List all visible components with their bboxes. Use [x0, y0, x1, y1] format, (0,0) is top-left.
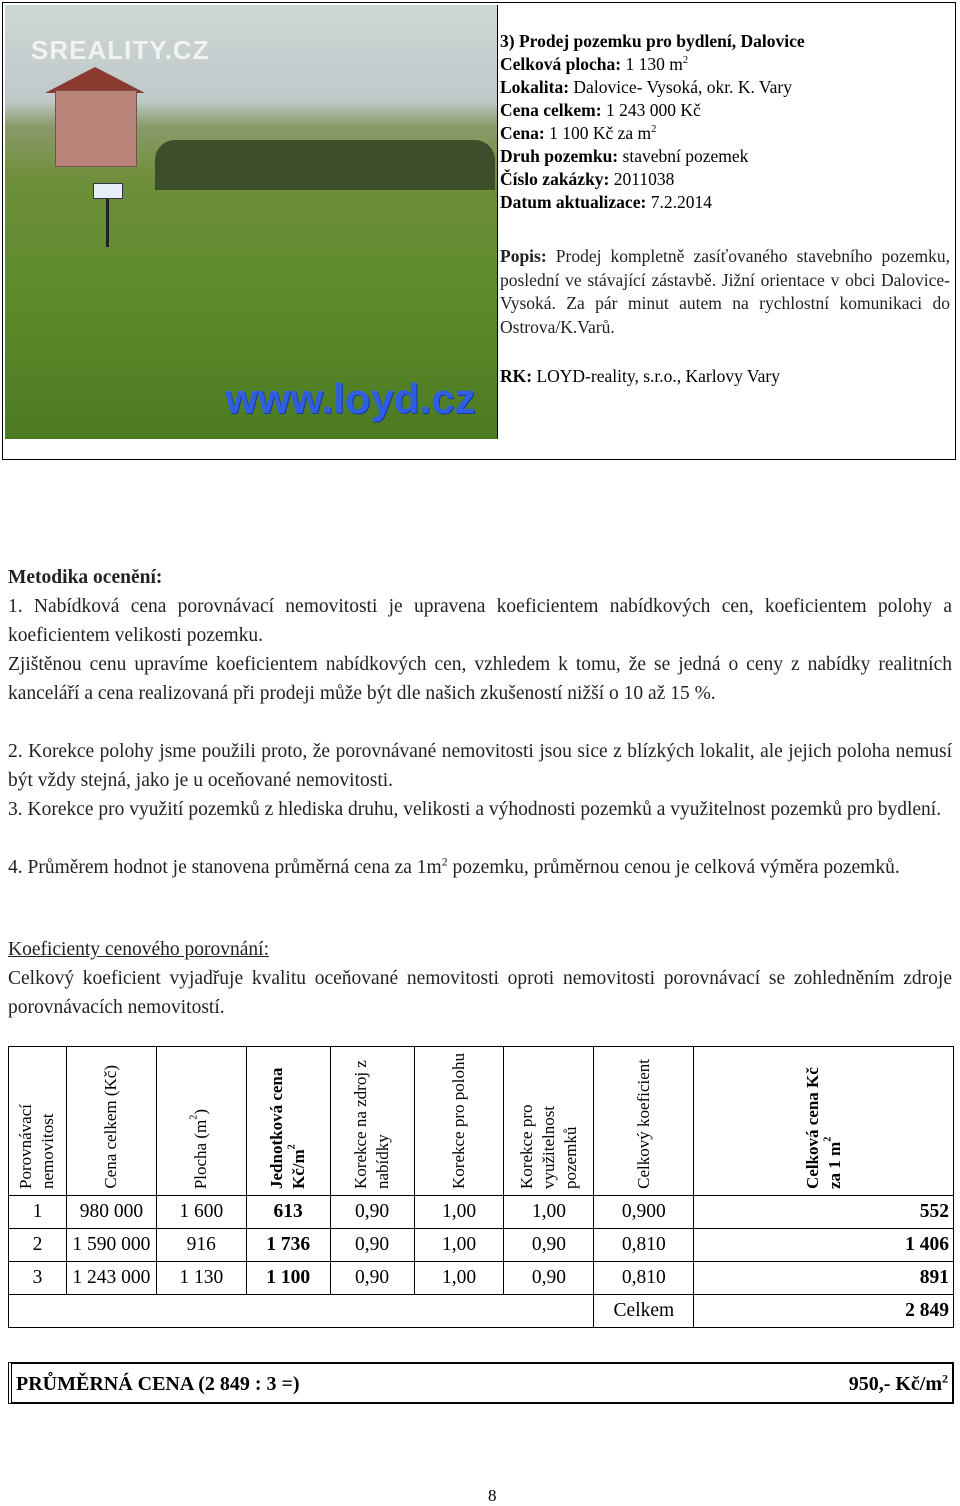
field-label: Lokalita:	[500, 77, 570, 97]
listing-field	[500, 122, 950, 145]
listing-description	[500, 245, 950, 339]
coefficients-text: Celkový koeficient vyjadřuje kvalitu oceňované nemovitosti oproti nemovitosti porovnávací se zohledněním zdroje porovnávacích nemovitostí.	[8, 968, 952, 1018]
methodology-title: Metodika ocenění:	[8, 567, 163, 588]
watermark-logo-bottom: www.loyd.cz	[225, 375, 476, 422]
field-value: 2011038	[613, 169, 675, 189]
table-total-row	[9, 1295, 954, 1328]
listing-field	[500, 168, 950, 191]
field-value: 1 243 000 Kč	[605, 100, 701, 120]
cell-total-price: 1 590 000	[66, 1229, 156, 1262]
cell-total-price: 980 000	[66, 1196, 156, 1229]
desc-text: Prodej kompletně zasíťovaného stavebního pozemku, poslední ve stávající zástavbě. Jižní orientace v obci Dalovice-Vysoká. Za pár minut autem na rychlostní komunikaci do Ostrova/K.Varů.	[500, 246, 951, 337]
average-price-box	[8, 1362, 954, 1404]
methodology-p3: 2. Korekce polohy jsme použili proto, že porovnávané nemovitosti jsou sice z blízkých lokalit, ale jejich poloha nemusí být vždy stejná, jako je u oceňované nemovitosti.	[8, 741, 952, 791]
cell-location-correction: 1,00	[414, 1262, 504, 1295]
header-cell	[414, 1047, 504, 1196]
p5-part-b: pozemku, průměrnou cenou je celková výměra pozemků.	[447, 857, 900, 878]
header-cell	[594, 1047, 694, 1196]
tree-line	[155, 140, 495, 190]
header-property: Porovnávací nemovitost	[16, 1104, 58, 1189]
cell-area: 916	[156, 1229, 246, 1262]
sale-sign	[93, 183, 123, 199]
field-label: Cena:	[500, 123, 545, 143]
desc-label: Popis:	[500, 246, 547, 266]
cell-source-correction: 0,90	[330, 1229, 414, 1262]
listing-field	[500, 191, 950, 214]
field-value: 7.2.2014	[650, 192, 712, 212]
header-cell	[504, 1047, 594, 1196]
field-value: stavební pozemek	[622, 146, 749, 166]
header-price-per-m2: Celková cena Kč za 1 $m^2$	[802, 1067, 844, 1189]
header-usability-correction: Korekce pro využitelnost pozemků	[516, 1104, 580, 1189]
field-sup: 2	[651, 124, 657, 136]
methodology-p4: 3. Korekce pro využití pozemků z hlediska druhu, velikosti a výhodnosti pozemků a využitelnost pozemků pro bydlení.	[8, 799, 942, 820]
header-total-coefficient: Celkový koeficient	[633, 1059, 653, 1189]
average-label: PRŮMĚRNÁ CENA (2 849 : 3 =)	[16, 1373, 300, 1395]
cell-price-per-m2: 1 406	[694, 1229, 954, 1262]
listing-fields	[500, 53, 950, 214]
methodology-p1: 1. Nabídková cena porovnávací nemovitosti je upravena koeficientem nabídkových cen, koeficientem polohy a koeficientem velikosti pozemku.	[8, 596, 952, 646]
listing-field	[500, 76, 950, 99]
watermark-logo-top: SREALITY.CZ	[31, 35, 210, 65]
comparison-table	[8, 1046, 954, 1328]
cell-usability-correction: 0,90	[504, 1262, 594, 1295]
cell-area: 1 600	[156, 1196, 246, 1229]
field-label: Cena celkem:	[500, 100, 602, 120]
cell-total-coefficient: 0,810	[594, 1229, 694, 1262]
listing-title: 3) Prodej pozemku pro bydlení, Dalovice	[500, 31, 805, 51]
methodology-p2: Zjištěnou cenu upravíme koeficientem nabídkových cen, vzhledem k tomu, že se jedná o ceny z nabídky realitních kanceláří a cena realizovaná při prodeji může být dle našich zkušeností nižší o 10 až 15 %.	[8, 654, 952, 704]
header-unit-price: Jednotková cena $Kč/m^2$	[267, 1067, 309, 1189]
rk-value: LOYD-reality, s.r.o., Karlovy Vary	[536, 366, 780, 386]
header-total-price: Cena celkem (Kč)	[101, 1065, 121, 1189]
cell-usability-correction: 1,00	[504, 1196, 594, 1229]
header-area: Plocha $(m^2)$	[188, 1108, 211, 1189]
header-cell	[694, 1047, 954, 1196]
methodology-p5	[8, 853, 952, 882]
p5-part-a: 4. Průměrem hodnot je stanovena průměrná cena za 1m	[8, 857, 442, 878]
house	[55, 90, 137, 167]
listing-agency	[500, 366, 780, 387]
cell-total-coefficient: 0,900	[594, 1196, 694, 1229]
field-value: 1 130 m	[625, 54, 683, 74]
p5-sup: 2	[441, 855, 448, 869]
cell-location-correction: 1,00	[414, 1196, 504, 1229]
field-value: 1 100 Kč za m	[549, 123, 652, 143]
cell-total-coefficient: 0,810	[594, 1262, 694, 1295]
header-cell	[246, 1047, 330, 1196]
total-value: 2 849	[694, 1295, 954, 1328]
field-label: Číslo zakázky:	[500, 169, 610, 189]
rk-label: RK:	[500, 366, 533, 386]
field-sup: 2	[682, 55, 689, 67]
cell-unit-price: 1 100	[246, 1262, 330, 1295]
header-location-correction: Korekce pro polohu	[449, 1053, 468, 1189]
property-photo	[5, 5, 498, 439]
cell-price-per-m2: 891	[694, 1262, 954, 1295]
cell-price-per-m2: 552	[694, 1196, 954, 1229]
page-number: 8	[488, 1486, 497, 1505]
cell-location-correction: 1,00	[414, 1229, 504, 1262]
table-row	[9, 1262, 954, 1295]
cell-total-price: 1 243 000	[66, 1262, 156, 1295]
cell-unit-price: 1 736	[246, 1229, 330, 1262]
total-label: Celkem	[594, 1295, 694, 1328]
total-spacer	[9, 1295, 594, 1328]
listing-info	[500, 30, 950, 214]
header-cell	[66, 1047, 156, 1196]
header-source-correction: Korekce na zdroj z nabídky	[351, 1060, 393, 1189]
cell-source-correction: 0,90	[330, 1262, 414, 1295]
header-cell	[9, 1047, 67, 1196]
header-cell	[330, 1047, 414, 1196]
average-value: 950,- $Kč/m^2$	[848, 1371, 948, 1395]
coefficients-title: Koeficienty cenového porovnání:	[8, 939, 269, 960]
listing-field	[500, 99, 950, 122]
table-row	[9, 1196, 954, 1229]
cell-id: 3	[9, 1262, 67, 1295]
header-cell	[156, 1047, 246, 1196]
field-label: Druh pozemku:	[500, 146, 619, 166]
table-header-row	[9, 1047, 954, 1196]
table-row	[9, 1229, 954, 1262]
field-label: Datum aktualizace:	[500, 192, 647, 212]
listing-field	[500, 53, 950, 76]
cell-id: 2	[9, 1229, 67, 1262]
cell-source-correction: 0,90	[330, 1196, 414, 1229]
sign-pole	[106, 197, 109, 247]
field-value: Dalovice- Vysoká, okr. K. Vary	[573, 77, 792, 97]
cell-usability-correction: 0,90	[504, 1229, 594, 1262]
cell-unit-price: 613	[246, 1196, 330, 1229]
listing-field	[500, 145, 950, 168]
cell-id: 1	[9, 1196, 67, 1229]
field-label: Celková plocha:	[500, 54, 622, 74]
cell-area: 1 130	[156, 1262, 246, 1295]
